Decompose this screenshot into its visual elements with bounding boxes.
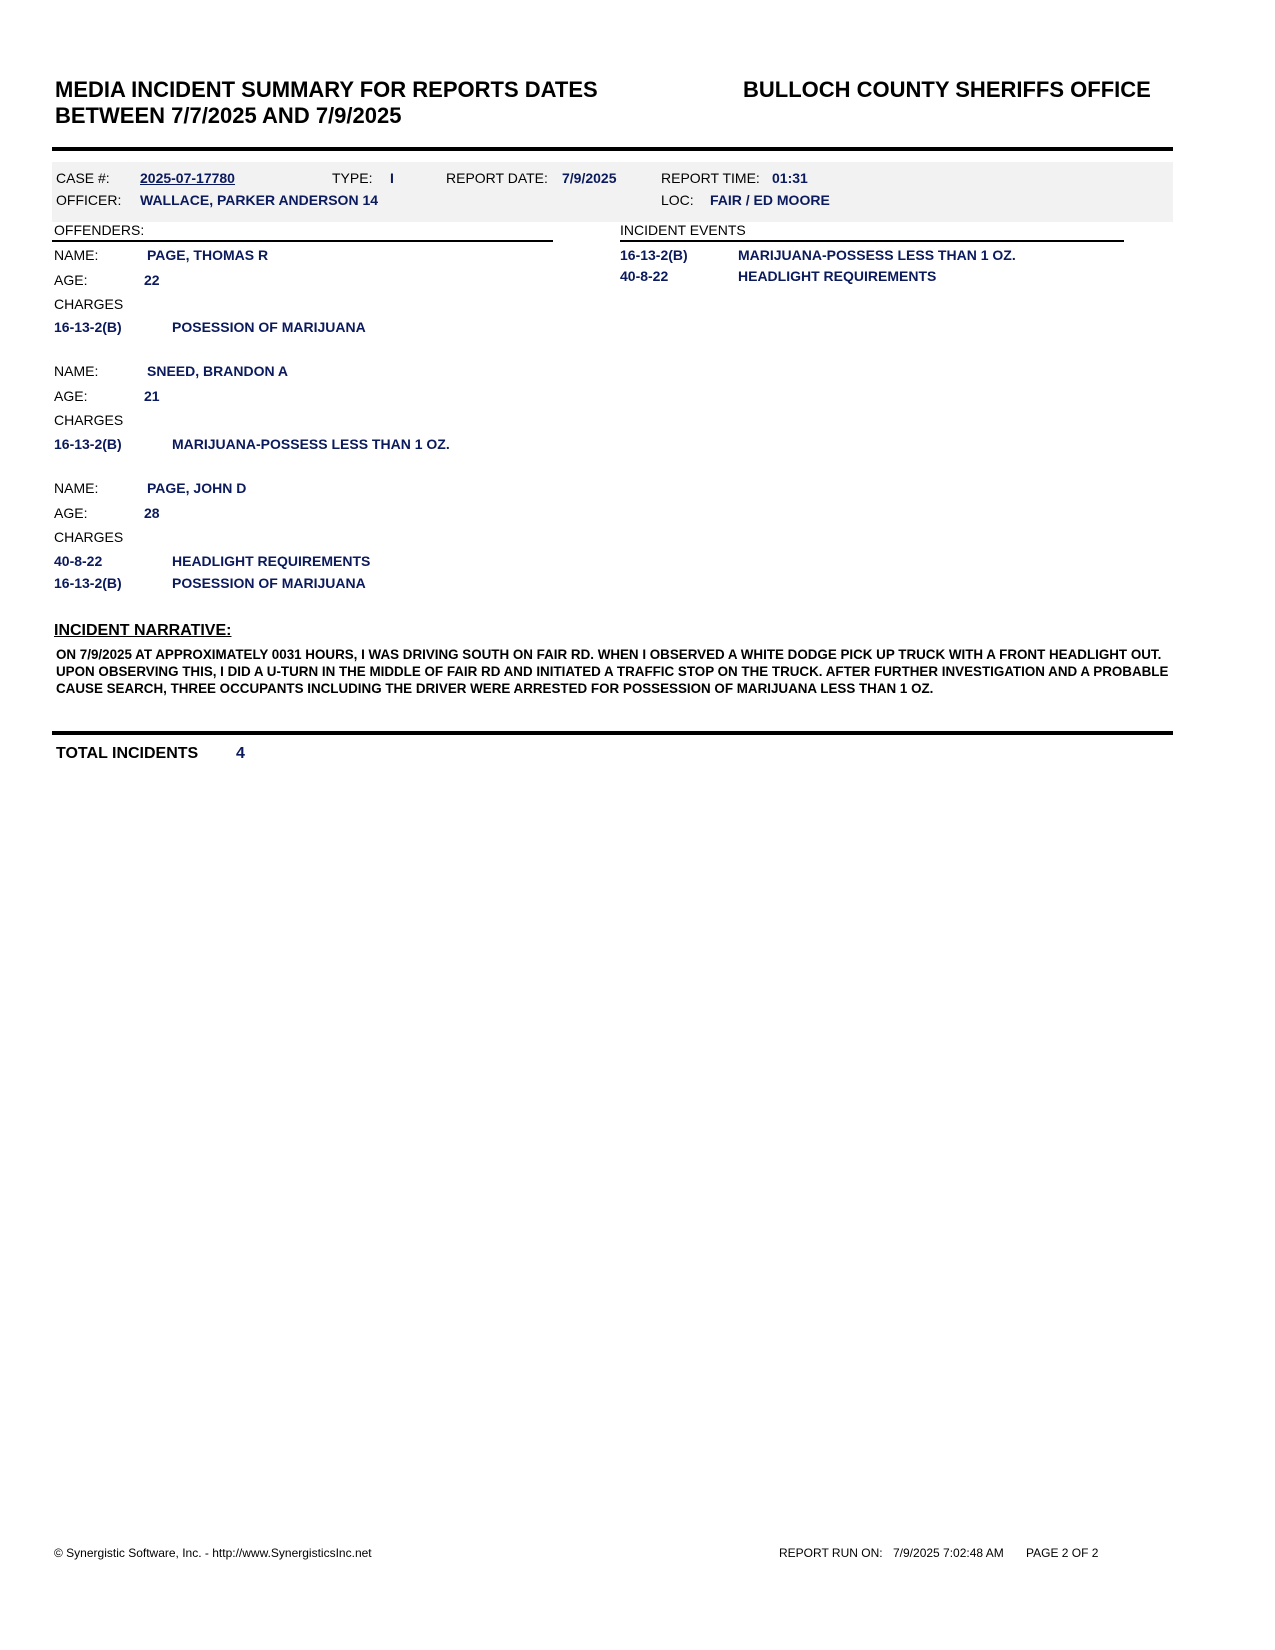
header-divider bbox=[52, 147, 1173, 151]
report-title-line1: MEDIA INCIDENT SUMMARY FOR REPORTS DATES bbox=[55, 77, 598, 102]
charge-code: 16-13-2(B) bbox=[54, 575, 122, 591]
charge-desc: MARIJUANA-POSSESS LESS THAN 1 OZ. bbox=[172, 436, 450, 452]
offender-charges-label: CHARGES bbox=[54, 412, 124, 428]
charge-code: 16-13-2(B) bbox=[54, 436, 122, 452]
report-time-value: 01:31 bbox=[772, 170, 808, 186]
offender-age: 21 bbox=[144, 388, 160, 404]
charge-code: 16-13-2(B) bbox=[54, 319, 122, 335]
narrative-divider bbox=[52, 731, 1173, 735]
officer-label: OFFICER: bbox=[56, 192, 122, 208]
narrative-text: ON 7/9/2025 AT APPROXIMATELY 0031 HOURS, I WAS DRIVING SOUTH ON FAIR RD. WHEN I OBSERVED A WHITE DODGE PICK UP TRUCK WITH A FRONT HEADLIGHT OUT. UPON OBSERVING THIS, I DID A U-TURN IN THE MIDDLE OF FAIR RD AND INITIATED A TRAFFIC STOP ON THE TRUCK. AFTER FURTHER INVESTIGATION AND A PROBABLE CAUSE SEARCH, THREE OCCUPANTS INCLUDING THE DRIVER WERE ARRESTED FOR POSSESSION OF MARIJUANA LESS THAN 1 OZ. bbox=[56, 647, 1169, 696]
offender-age-label: AGE: bbox=[54, 272, 88, 288]
charge-desc: POSESSION OF MARIJUANA bbox=[172, 319, 366, 335]
footer-copyright: © Synergistic Software, Inc. - http://www.SynergisticsInc.net bbox=[54, 1546, 372, 1560]
officer-value: WALLACE, PARKER ANDERSON 14 bbox=[140, 192, 379, 208]
event-desc: HEADLIGHT REQUIREMENTS bbox=[738, 268, 937, 284]
charge-code: 40-8-22 bbox=[54, 553, 103, 569]
footer-run-label: REPORT RUN ON: bbox=[779, 1546, 883, 1560]
event-desc: MARIJUANA-POSSESS LESS THAN 1 OZ. bbox=[738, 247, 1016, 263]
report-time-label: REPORT TIME: bbox=[661, 170, 760, 186]
case-number-link[interactable]: 2025-07-17780 bbox=[140, 170, 235, 186]
case-number-label: CASE #: bbox=[56, 170, 110, 186]
offenders-heading: OFFENDERS: bbox=[54, 222, 145, 238]
incident-events-underline bbox=[620, 240, 1124, 242]
report-date-label: REPORT DATE: bbox=[446, 170, 548, 186]
footer-page-number: PAGE 2 OF 2 bbox=[1026, 1546, 1099, 1560]
type-value: I bbox=[390, 170, 394, 186]
report-title-line2: BETWEEN 7/7/2025 AND 7/9/2025 bbox=[55, 103, 402, 128]
offender-name: SNEED, BRANDON A bbox=[147, 363, 289, 379]
offender-name-label: NAME: bbox=[54, 480, 99, 496]
offender-age: 22 bbox=[144, 272, 160, 288]
offenders-underline bbox=[52, 240, 553, 242]
offender-charges-label: CHARGES bbox=[54, 296, 124, 312]
total-incidents-value: 4 bbox=[236, 745, 245, 762]
offender-age: 28 bbox=[144, 505, 160, 521]
offender-name-label: NAME: bbox=[54, 247, 99, 263]
footer-run-value: 7/9/2025 7:02:48 AM bbox=[893, 1546, 1004, 1560]
agency-name: BULLOCH COUNTY SHERIFFS OFFICE bbox=[743, 77, 1151, 102]
loc-label: LOC: bbox=[661, 192, 694, 208]
offender-name: PAGE, THOMAS R bbox=[147, 247, 269, 263]
event-code: 40-8-22 bbox=[620, 268, 669, 284]
event-code: 16-13-2(B) bbox=[620, 247, 688, 263]
total-incidents-label: TOTAL INCIDENTS bbox=[56, 745, 199, 762]
type-label: TYPE: bbox=[332, 170, 373, 186]
loc-value: FAIR / ED MOORE bbox=[710, 192, 830, 208]
incident-events-heading: INCIDENT EVENTS bbox=[620, 222, 746, 238]
offender-name-label: NAME: bbox=[54, 363, 99, 379]
narrative-heading: INCIDENT NARRATIVE: bbox=[54, 622, 232, 639]
charge-desc: HEADLIGHT REQUIREMENTS bbox=[172, 553, 371, 569]
report-date-value: 7/9/2025 bbox=[562, 170, 617, 186]
offender-charges-label: CHARGES bbox=[54, 529, 124, 545]
offender-age-label: AGE: bbox=[54, 505, 88, 521]
offender-age-label: AGE: bbox=[54, 388, 88, 404]
offender-name: PAGE, JOHN D bbox=[147, 480, 247, 496]
charge-desc: POSESSION OF MARIJUANA bbox=[172, 575, 366, 591]
